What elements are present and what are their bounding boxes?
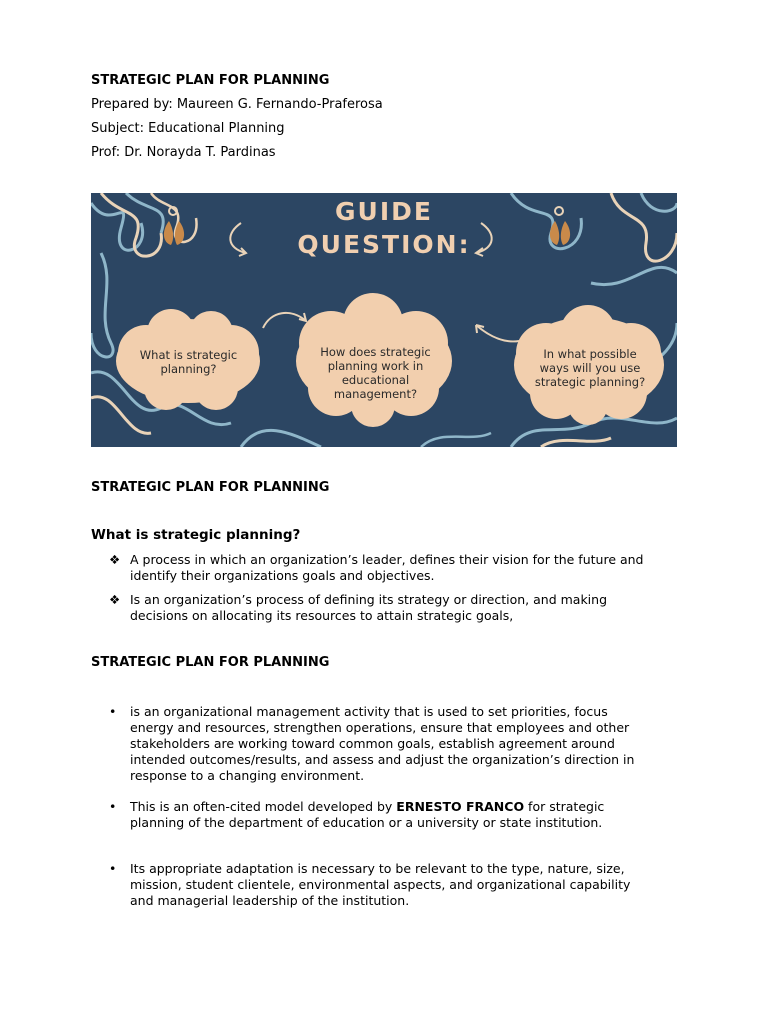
bullet-text: for strategic	[524, 799, 605, 814]
list-item	[91, 799, 691, 831]
section1-heading: STRATEGIC PLAN FOR PLANNING	[91, 480, 330, 495]
banner-title-line2: QUESTION:	[297, 230, 471, 259]
diamond-bullet-icon: ❖	[109, 552, 121, 567]
bullet-line: planning of the department of education or a university or state institution.	[130, 815, 603, 830]
list-item	[91, 552, 691, 584]
bullet-line: Is an organization’s process of defining its strategy or direction, and making	[130, 592, 608, 607]
bullet-line: intended outcomes/results, and assess and adjust the organization’s direction in	[130, 752, 635, 767]
bullet-line: A process in which an organization’s leader, defines their vision for the future and	[130, 552, 644, 567]
bullet-line: Its appropriate adaptation is necessary to be relevant to the type, nature, size,	[130, 861, 625, 876]
bullet-line	[130, 799, 691, 815]
list-item	[91, 704, 691, 784]
bubble-text-2: How does strategic planning work in educational management?	[320, 345, 431, 401]
list-item	[91, 592, 691, 624]
section1-question: What is strategic planning?	[91, 527, 301, 543]
guide-question-banner	[91, 193, 677, 447]
professor-line: Prof: Dr. Norayda T. Pardinas	[91, 145, 276, 160]
subject-line: Subject: Educational Planning	[91, 121, 285, 136]
bullet-line: mission, student clientele, environmental aspects, and organizational capability	[130, 877, 631, 892]
bubble-text-3: In what possible ways will you use strategic planning?	[534, 347, 646, 389]
bullet-line: energy and resources, strengthen operations, ensure that employees and other	[130, 720, 630, 735]
document-title: STRATEGIC PLAN FOR PLANNING	[91, 73, 330, 88]
list-item	[91, 861, 691, 909]
bullet-dot-icon: •	[109, 704, 117, 719]
section2-bullet-list	[91, 704, 691, 909]
bullet-line: and managerial leadership of the institution.	[130, 893, 410, 908]
banner-title-line1: GUIDE	[335, 197, 433, 226]
bullet-dot-icon: •	[109, 861, 117, 876]
bullet-line: identify their organizations goals and objectives.	[130, 568, 435, 583]
bullet-dot-icon: •	[109, 799, 117, 814]
section2-heading: STRATEGIC PLAN FOR PLANNING	[91, 655, 330, 670]
diamond-bullet-icon: ❖	[109, 592, 121, 607]
bubble-text-1: What is strategic planning?	[139, 348, 238, 376]
bullet-line: stakeholders are working toward common goals, establish agreement around	[130, 736, 615, 751]
bullet-line: is an organizational management activity that is used to set priorities, focus	[130, 704, 608, 719]
bullet-line: response to a changing environment.	[130, 768, 365, 783]
bullet-line: decisions on allocating its resources to attain strategic goals,	[130, 608, 514, 623]
bullet-text: This is an often-cited model developed by	[130, 799, 397, 814]
section1-bullet-list	[91, 552, 691, 624]
prepared-by: Prepared by: Maureen G. Fernando-Praferosa	[91, 97, 383, 112]
author-name: ERNESTO FRANCO	[396, 799, 525, 814]
